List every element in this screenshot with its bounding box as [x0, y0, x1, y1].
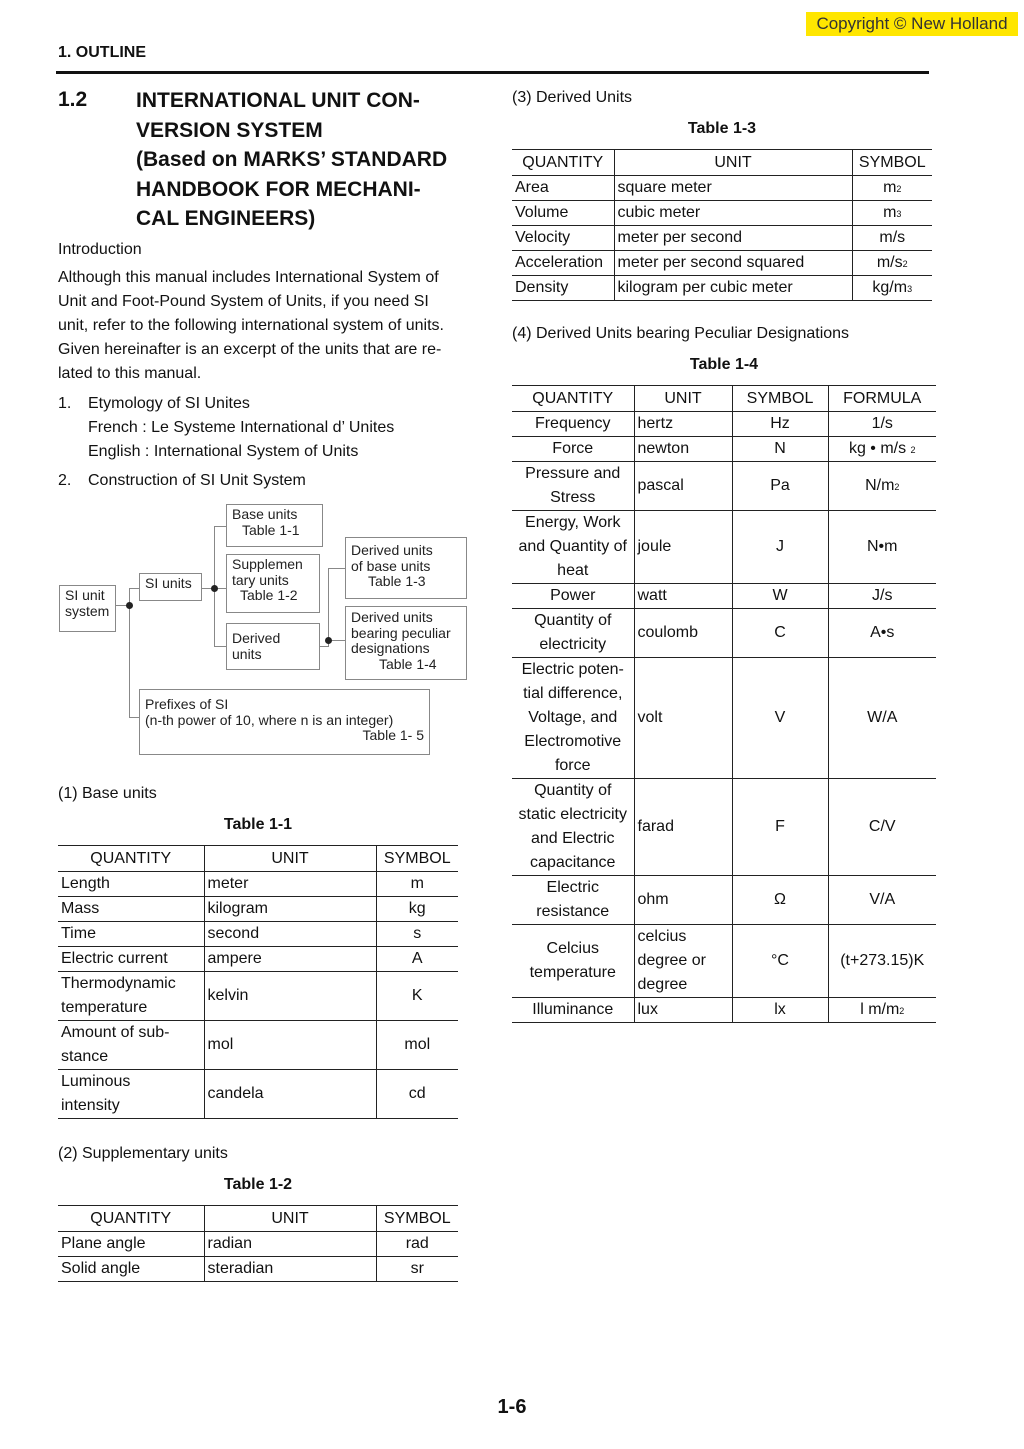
header-quantity: QUANTITY	[512, 150, 614, 176]
header-quantity: QUANTITY	[58, 1206, 204, 1232]
cell-quantity	[512, 511, 634, 584]
table-caption: Table 1-1	[223, 816, 293, 833]
si-unit-system-box	[59, 585, 116, 632]
header-unit: UNIT	[204, 846, 376, 872]
cell-line: Power	[550, 587, 596, 604]
subsection-heading: (4) Derived Units bearing Peculiar Designations	[512, 325, 850, 342]
cell-formula	[828, 584, 936, 609]
cell-line: and Quantity of	[518, 538, 627, 555]
cell-symbol: s	[376, 922, 458, 947]
prefixes-box	[139, 689, 430, 755]
header-quantity: QUANTITY	[58, 846, 204, 872]
subsection-heading: (1) Base units	[58, 785, 157, 802]
cell-quantity	[58, 897, 204, 922]
cell-line: volt	[637, 709, 663, 726]
box-label: tary units	[232, 571, 289, 588]
chapter-heading: 1. OUTLINE	[58, 44, 147, 61]
cell-symbol: lx	[732, 998, 828, 1023]
cell-unit	[634, 584, 732, 609]
table-caption: Table 1-2	[223, 1176, 293, 1193]
derived-base-units-box	[345, 537, 467, 599]
cell-unit	[634, 609, 732, 658]
cell-line: static electricity	[518, 806, 627, 823]
base-units-box	[226, 504, 323, 547]
cell-quantity: Plane angle	[58, 1232, 204, 1257]
list-item-etymology	[58, 392, 394, 464]
table-row	[58, 1257, 458, 1282]
symbol-base: m/s	[876, 254, 903, 271]
box-label: of base units	[351, 557, 431, 574]
cell-quantity: Velocity	[512, 226, 614, 251]
table-row	[512, 437, 936, 462]
symbol-exponent: 3	[896, 209, 902, 219]
cell-quantity	[512, 437, 634, 462]
formula-exponent: 2	[899, 1006, 905, 1016]
cell-line: intensity	[61, 1097, 120, 1114]
box-label: system	[65, 602, 110, 619]
header-rule	[56, 71, 929, 74]
cell-quantity	[512, 876, 634, 925]
table-row	[58, 972, 458, 1021]
connector-line	[129, 605, 130, 718]
cell-formula	[828, 437, 936, 462]
paragraph-line: lated to this manual.	[58, 365, 202, 382]
cell-line: celcius	[637, 928, 687, 945]
box-label: Table 1- 5	[362, 727, 424, 743]
box-label: Base units	[232, 506, 298, 522]
section-number: 1.2	[58, 88, 88, 111]
cell-symbol: rad	[376, 1232, 458, 1257]
cell-line: Celcius	[546, 940, 599, 957]
formula-exponent: 2	[910, 445, 916, 455]
connector-line	[328, 568, 329, 647]
cell-line: Electric current	[61, 950, 168, 967]
cell-line: degree or	[637, 952, 706, 969]
cell-symbol: m	[376, 872, 458, 897]
cell-quantity	[512, 998, 634, 1023]
cell-symbol	[852, 251, 932, 276]
formula-base: (t+273.15)K	[840, 952, 925, 969]
cell-line: Time	[61, 925, 96, 942]
cell-symbol	[852, 176, 932, 201]
header-symbol: SYMBOL	[852, 150, 932, 176]
connector-line	[214, 526, 226, 527]
box-label: Table 1-4	[379, 655, 437, 672]
cell-quantity	[58, 922, 204, 947]
cell-line: electricity	[539, 636, 607, 653]
table-row	[512, 226, 932, 251]
box-label: SI unit	[65, 587, 105, 603]
cell-line: Quantity of	[534, 612, 612, 629]
cell-symbol: mol	[376, 1021, 458, 1070]
base-units-table	[58, 845, 458, 1119]
cell-line: degree	[637, 976, 688, 993]
cell-formula	[828, 609, 936, 658]
table-row	[58, 1021, 458, 1070]
cell-formula	[828, 876, 936, 925]
cell-symbol: F	[732, 779, 828, 876]
formula-base: l m/m	[860, 1001, 900, 1018]
symbol-base: kg/m	[872, 279, 908, 296]
cell-line: temperature	[61, 999, 148, 1016]
box-label: Table 1-2	[240, 587, 298, 603]
cell-unit	[634, 437, 732, 462]
table-row	[512, 658, 936, 779]
cell-symbol: N	[732, 437, 828, 462]
copyright-banner: Copyright © New Holland	[806, 12, 1018, 36]
cell-quantity	[58, 1070, 204, 1119]
cell-line: capacitance	[530, 854, 616, 871]
table-row	[512, 998, 936, 1023]
cell-line: Energy, Work	[525, 514, 621, 531]
si-units-box: SI units	[139, 573, 202, 601]
english-name: English : International System of Units	[88, 443, 359, 460]
cell-quantity	[512, 779, 634, 876]
symbol-exponent: 2	[902, 259, 908, 269]
section-title-line: (Based on MARKS’ STANDARD	[136, 148, 448, 171]
cell-line: and Electric	[530, 830, 615, 847]
cell-unit: meter	[204, 872, 376, 897]
list-number: 1.	[58, 395, 72, 412]
symbol-base: m	[883, 179, 897, 196]
cell-line: watt	[637, 587, 667, 604]
box-label: designations	[351, 640, 430, 656]
cell-formula	[828, 779, 936, 876]
table-row	[512, 412, 936, 437]
cell-symbol: J	[732, 511, 828, 584]
cell-line: Illuminance	[532, 1001, 614, 1018]
cell-symbol: cd	[376, 1070, 458, 1119]
cell-line: force	[554, 757, 591, 774]
cell-unit: meter per second squared	[614, 251, 852, 276]
cell-unit: steradian	[204, 1257, 376, 1282]
box-label: Derived units	[351, 609, 433, 625]
list-item-title: Etymology of SI Unites	[88, 395, 250, 412]
paragraph-line: Given hereinafter is an excerpt of the units that are re-	[58, 341, 442, 358]
cell-line: Force	[552, 440, 594, 457]
section-title	[136, 86, 486, 234]
cell-unit	[634, 925, 732, 998]
header-quantity: QUANTITY	[512, 386, 634, 412]
cell-quantity	[512, 609, 634, 658]
formula-base: 1/s	[871, 415, 893, 432]
cell-line: Frequency	[534, 415, 611, 432]
cell-line: farad	[637, 818, 674, 835]
table-row	[512, 276, 932, 301]
list-number: 2.	[58, 472, 72, 489]
box-label: Derived units	[351, 542, 433, 558]
supplementary-units-box	[226, 554, 320, 613]
peculiar-units-table	[512, 385, 936, 1023]
cell-line: pascal	[637, 477, 684, 494]
junction-dot	[325, 637, 332, 644]
cell-unit: second	[204, 922, 376, 947]
cell-symbol: Pa	[732, 462, 828, 511]
table-row	[58, 872, 458, 897]
table-row	[512, 584, 936, 609]
table-header-row	[58, 1206, 458, 1232]
cell-symbol: A	[376, 947, 458, 972]
derived-peculiar-units-box	[345, 606, 467, 680]
list-item-title: Construction of SI Unit System	[88, 472, 306, 489]
cell-quantity	[512, 462, 634, 511]
derived-units-table	[512, 149, 932, 301]
table-header-row	[512, 386, 936, 412]
header-symbol: SYMBOL	[376, 846, 458, 872]
table-row	[58, 1232, 458, 1257]
symbol-exponent: 2	[896, 184, 902, 194]
formula-base: N/m	[865, 477, 895, 494]
cell-quantity: Solid angle	[58, 1257, 204, 1282]
box-label: Table 1-1	[242, 521, 300, 538]
cell-line: Electric	[546, 879, 599, 896]
cell-line: Electromotive	[524, 733, 622, 750]
supplementary-units-table	[58, 1205, 458, 1282]
table-row	[512, 779, 936, 876]
table-row	[58, 897, 458, 922]
cell-unit	[634, 876, 732, 925]
cell-quantity: Area	[512, 176, 614, 201]
cell-symbol: kg	[376, 897, 458, 922]
table-row	[58, 947, 458, 972]
cell-quantity	[58, 947, 204, 972]
cell-line: heat	[557, 562, 589, 579]
cell-symbol: K	[376, 972, 458, 1021]
formula-base: A•s	[870, 624, 895, 641]
table-header-row	[58, 846, 458, 872]
cell-line: Pressure and	[525, 465, 621, 482]
connector-line	[129, 717, 139, 718]
cell-quantity	[512, 925, 634, 998]
formula-base: N•m	[867, 538, 898, 555]
cell-line: Amount of sub-	[61, 1024, 170, 1041]
cell-unit: kilogram per cubic meter	[614, 276, 852, 301]
cell-unit: meter per second	[614, 226, 852, 251]
cell-line: ohm	[637, 891, 669, 908]
box-label: bearing peculiar	[351, 624, 451, 641]
cell-quantity: Density	[512, 276, 614, 301]
cell-line: coulomb	[637, 624, 698, 641]
cell-unit	[634, 998, 732, 1023]
symbol-base: m	[883, 204, 897, 221]
cell-line: newton	[637, 440, 690, 457]
cell-formula	[828, 412, 936, 437]
table-row	[512, 609, 936, 658]
cell-formula	[828, 998, 936, 1023]
table-row	[512, 251, 932, 276]
section-title-line: INTERNATIONAL UNIT CON-	[136, 89, 420, 112]
box-label: Table 1-3	[368, 573, 426, 589]
header-symbol: SYMBOL	[376, 1206, 458, 1232]
cell-symbol: Hz	[732, 412, 828, 437]
cell-symbol: Ω	[732, 876, 828, 925]
cell-quantity	[58, 872, 204, 897]
cell-quantity	[58, 1021, 204, 1070]
table-row	[512, 176, 932, 201]
cell-unit	[634, 658, 732, 779]
french-name: French : Le Systeme International d’ Unites	[88, 419, 395, 436]
header-unit: UNIT	[204, 1206, 376, 1232]
cell-unit: mol	[204, 1021, 376, 1070]
formula-base: W/A	[867, 709, 898, 726]
box-label: Prefixes of SI	[145, 696, 229, 712]
table-row	[512, 876, 936, 925]
cell-quantity: Acceleration	[512, 251, 614, 276]
header-unit: UNIT	[634, 386, 732, 412]
cell-line: lux	[637, 1001, 658, 1018]
formula-exponent: 2	[894, 482, 900, 492]
cell-unit: kelvin	[204, 972, 376, 1021]
cell-quantity	[512, 584, 634, 609]
cell-line: Thermodynamic	[61, 975, 176, 992]
box-label: units	[232, 645, 262, 662]
cell-formula	[828, 925, 936, 998]
cell-symbol	[852, 201, 932, 226]
connector-line	[319, 646, 328, 647]
cell-quantity	[512, 412, 634, 437]
table-row	[512, 925, 936, 998]
cell-unit: kilogram	[204, 897, 376, 922]
cell-symbol	[852, 226, 932, 251]
symbol-exponent: 3	[907, 284, 913, 294]
derived-units-box	[226, 623, 320, 670]
formula-base: C/V	[868, 818, 896, 835]
header-formula: FORMULA	[828, 386, 936, 412]
cell-line: tial difference,	[523, 685, 623, 702]
table-row	[58, 922, 458, 947]
box-label: Derived	[232, 630, 281, 646]
cell-unit: square meter	[614, 176, 852, 201]
cell-unit	[634, 412, 732, 437]
cell-symbol: sr	[376, 1257, 458, 1282]
table-caption: Table 1-4	[689, 356, 759, 373]
table-row	[512, 201, 932, 226]
junction-dot	[126, 602, 133, 609]
subsection-heading: (3) Derived Units	[512, 89, 633, 106]
cell-unit: radian	[204, 1232, 376, 1257]
cell-line: temperature	[529, 964, 616, 981]
table-row	[512, 462, 936, 511]
page-number: 1-6	[497, 1396, 527, 1418]
cell-line: joule	[637, 538, 672, 555]
header-symbol: SYMBOL	[732, 386, 828, 412]
table-row	[512, 511, 936, 584]
section-title-line: CAL ENGINEERS)	[136, 207, 316, 230]
cell-formula	[828, 658, 936, 779]
intro-paragraph	[58, 266, 478, 386]
paragraph-line: Although this manual includes International System of	[58, 269, 439, 286]
cell-formula	[828, 462, 936, 511]
cell-line: Stress	[550, 489, 596, 506]
box-label: (n-th power of 10, where n is an integer)	[145, 711, 394, 728]
connector-line	[328, 568, 345, 569]
connector-line	[214, 646, 226, 647]
table-row	[58, 1070, 458, 1119]
cell-line: Length	[61, 875, 110, 892]
cell-symbol: C	[732, 609, 828, 658]
cell-line: hertz	[637, 415, 674, 432]
formula-base: kg • m/s	[848, 440, 911, 457]
table-caption: Table 1-3	[687, 120, 757, 137]
cell-unit: ampere	[204, 947, 376, 972]
cell-quantity	[58, 972, 204, 1021]
cell-unit: cubic meter	[614, 201, 852, 226]
subsection-heading: (2) Supplementary units	[58, 1145, 228, 1162]
cell-formula	[828, 511, 936, 584]
table-header-row	[512, 150, 932, 176]
cell-symbol: °C	[732, 925, 828, 998]
junction-dot	[211, 585, 218, 592]
formula-base: J/s	[872, 587, 893, 604]
cell-quantity	[512, 658, 634, 779]
symbol-base: m/s	[879, 229, 906, 246]
cell-line: Mass	[61, 900, 100, 917]
cell-unit	[634, 511, 732, 584]
cell-line: Quantity of	[534, 782, 612, 799]
formula-base: V/A	[869, 891, 896, 908]
intro-heading: Introduction	[58, 241, 142, 258]
paragraph-line: unit, refer to the following international system of units.	[58, 317, 444, 334]
box-label: Supplemen	[232, 556, 303, 572]
cell-line: stance	[61, 1048, 109, 1065]
cell-line: resistance	[536, 903, 610, 920]
cell-symbol: W	[732, 584, 828, 609]
cell-unit	[634, 462, 732, 511]
cell-unit	[634, 779, 732, 876]
section-title-line: HANDBOOK FOR MECHANI-	[136, 177, 421, 201]
cell-quantity: Volume	[512, 201, 614, 226]
section-title-line: VERSION SYSTEM	[136, 118, 323, 142]
cell-unit: candela	[204, 1070, 376, 1119]
paragraph-line: Unit and Foot-Pound System of Units, if you need SI	[58, 293, 429, 310]
cell-line: Luminous	[61, 1073, 131, 1090]
cell-symbol: V	[732, 658, 828, 779]
cell-line: Electric poten-	[521, 661, 624, 678]
cell-symbol	[852, 276, 932, 301]
cell-line: Voltage, and	[528, 709, 618, 726]
list-item-construction	[58, 469, 306, 493]
header-unit: UNIT	[614, 150, 852, 176]
